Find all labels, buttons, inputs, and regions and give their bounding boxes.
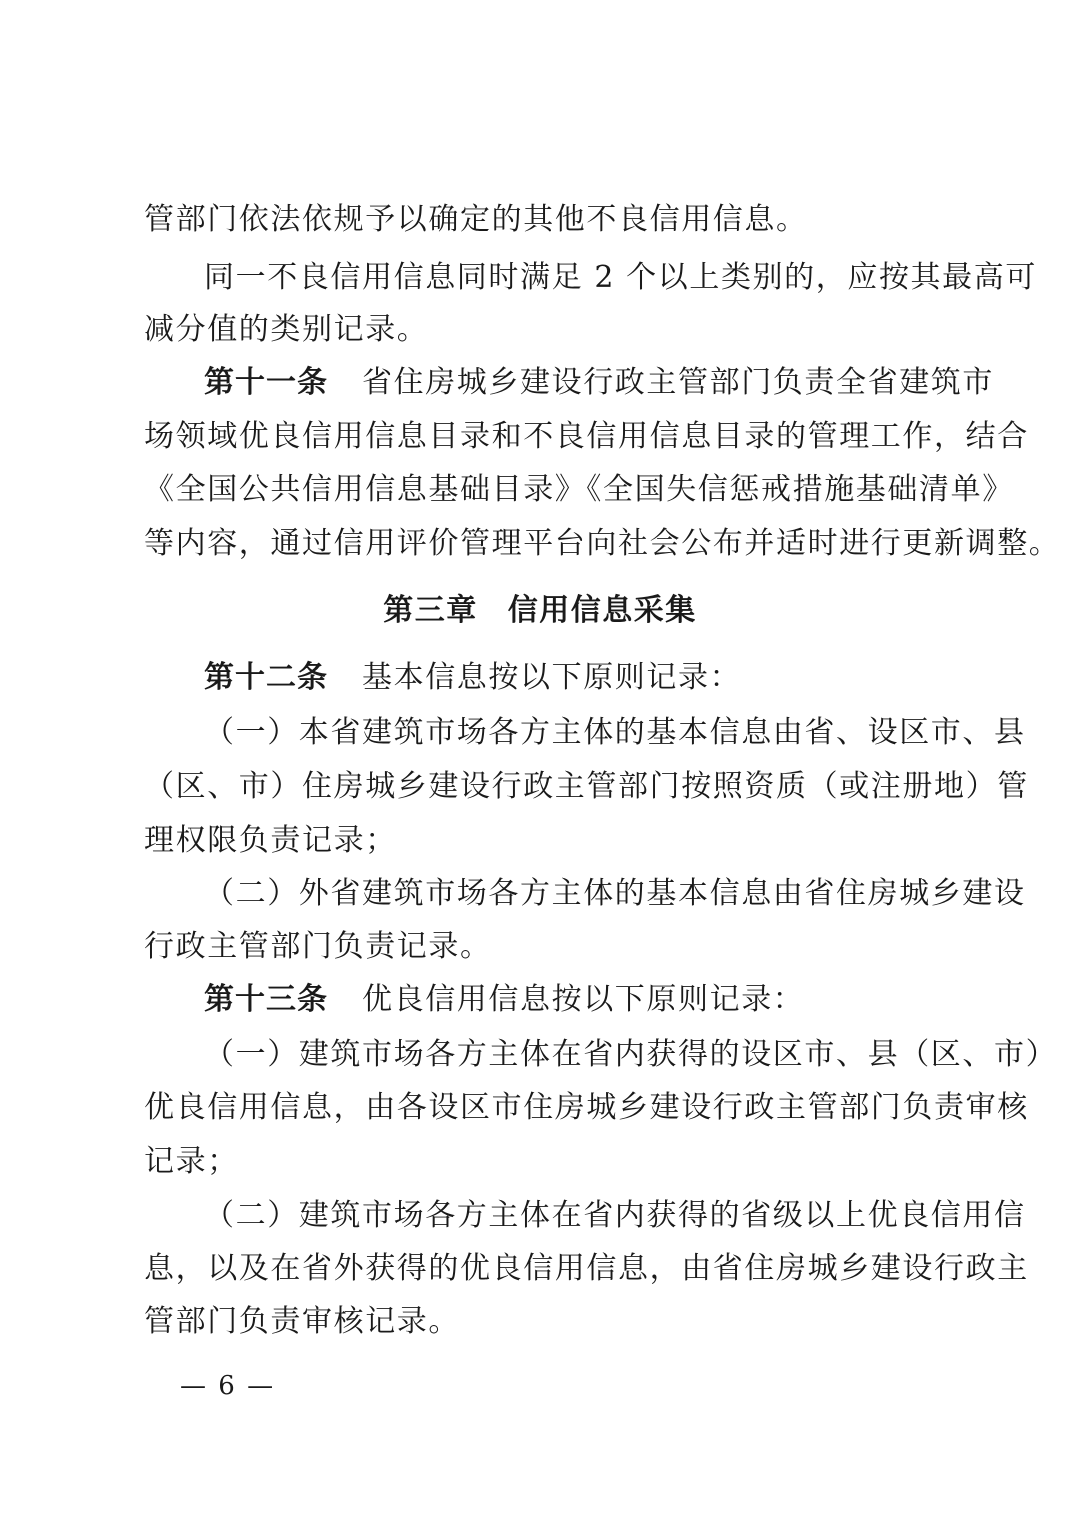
article-13-first-line <box>204 980 944 1020</box>
text-line: 减分值的类别记录。 <box>144 312 429 347</box>
text-line: 记录； <box>144 1144 239 1179</box>
text-line: （一）本省建筑市场各方主体的基本信息由省、设区市、县 <box>204 715 1026 750</box>
chapter-number: 第三章 <box>383 593 478 628</box>
text-line: 场领域优良信用信息目录和不良信用信息目录的管理工作，结合 <box>144 419 1029 454</box>
text-line: 息，以及在省外获得的优良信用信息，由省住房城乡建设行政主 <box>144 1251 1029 1286</box>
text-line: 理权限负责记录； <box>144 823 397 858</box>
article-12-heading: 第十二条 <box>204 660 328 695</box>
article-13-heading: 第十三条 <box>204 982 328 1017</box>
text-span: 优良信用信息按以下原则记录： <box>362 982 805 1017</box>
text-line: 管部门依法依规予以确定的其他不良信用信息。 <box>144 202 808 237</box>
article-11-first-line <box>204 363 994 403</box>
text-line: （区、市）住房城乡建设行政主管部门按照资质（或注册地）管 <box>144 769 1029 804</box>
article-12-first-line <box>204 658 944 698</box>
chapter-title: 信用信息采集 <box>507 593 697 628</box>
text-line: （一）建筑市场各方主体在省内获得的设区市、县（区、市） <box>204 1037 1058 1072</box>
text-line: 等内容，通过信用评价管理平台向社会公布并适时进行更新调整。 <box>144 526 1061 561</box>
text-line: 《全国公共信用信息基础目录》《全国失信惩戒措施基础清单》 <box>144 472 1014 507</box>
text-span: 省住房城乡建设行政主管部门负责全省建筑市 <box>362 365 994 400</box>
text-line: （二）外省建筑市场各方主体的基本信息由省住房城乡建设 <box>204 876 1026 911</box>
text-span: 基本信息按以下原则记录： <box>362 660 742 695</box>
text-line: 管部门负责审核记录。 <box>144 1304 460 1339</box>
text-line: 同一不良信用信息同时满足 2 个以上类别的，应按其最高可 <box>204 260 1037 295</box>
text-line: 行政主管部门负责记录。 <box>144 929 492 964</box>
chapter-heading <box>0 591 1080 631</box>
article-11-heading: 第十一条 <box>204 365 328 400</box>
page-number: — 6 — <box>180 1371 276 1401</box>
text-line: 优良信用信息，由各设区市住房城乡建设行政主管部门负责审核 <box>144 1090 1029 1125</box>
text-line: （二）建筑市场各方主体在省内获得的省级以上优良信用信 <box>204 1198 1026 1233</box>
